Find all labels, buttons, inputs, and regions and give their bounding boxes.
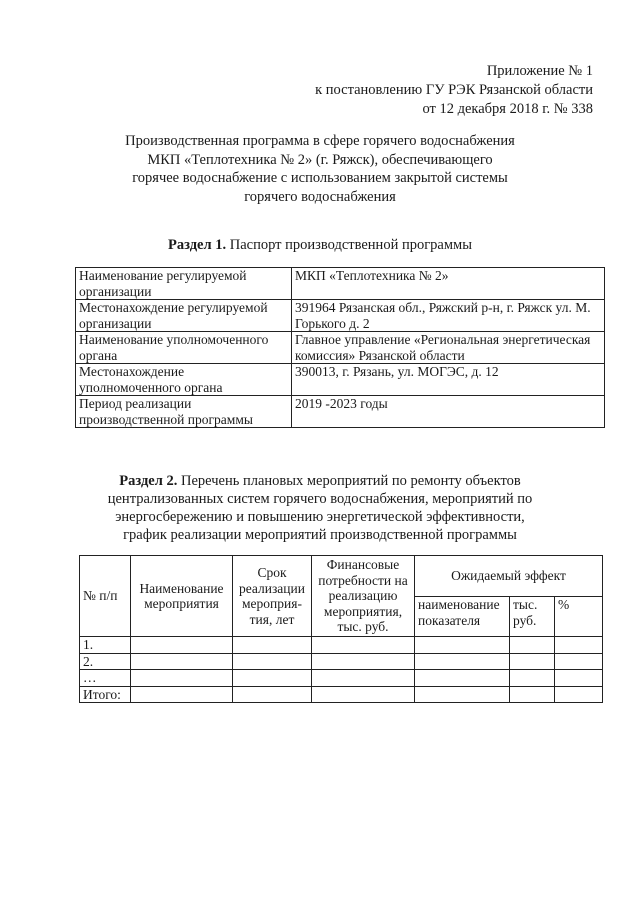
table-cell [233,670,312,687]
title-line-4: горячего водоснабжения [244,188,396,205]
table-row [76,332,605,364]
header-term: Срок реализации мероприя-тия, лет [233,556,312,637]
table-row [80,670,603,687]
table-row [76,396,605,428]
table-cell [233,686,312,703]
header-number: № п/п [80,556,131,637]
table-cell [131,637,233,654]
header-activity-name: Наименование мероприятия [131,556,233,637]
passport-label: Местонахождение уполномоченного органа [76,364,292,396]
table-cell [510,686,555,703]
passport-table [75,267,605,428]
table-cell [510,670,555,687]
table-cell [415,670,510,687]
table-cell [415,653,510,670]
document-header [315,62,593,119]
section-2-line-1: Перечень плановых мероприятий по ремонту объектов [177,473,521,489]
table-cell [510,637,555,654]
passport-label: Период реализации производственной программы [76,396,292,428]
table-cell [555,653,603,670]
header-indicator-name: наименование показателя [415,597,510,637]
section-1-label: Раздел 1. [168,237,227,253]
passport-value: 2019 -2023 годы [292,396,605,428]
appendix-number: Приложение № 1 [486,63,593,79]
passport-value: МКП «Теплотехника № 2» [292,268,605,300]
section-2-line-4: график реализации мероприятий производственной программы [123,527,517,543]
passport-label: Наименование регулируемой организации [76,268,292,300]
header-expected-effect: Ожидаемый эффект [415,556,603,597]
appendix-reference: к постановлению ГУ РЭК Рязанской области [315,82,593,98]
title-line-2: МКП «Теплотехника № 2» (г. Ряжск), обеспечивающего [147,151,493,168]
header-finance: Финансовые потребности на реализацию мероприятия, тыс. руб. [312,556,415,637]
table-cell [312,637,415,654]
passport-value: 390013, г. Рязань, ул. МОГЭС, д. 12 [292,364,605,396]
passport-value: Главное управление «Региональная энергетическая комиссия» Рязанской области [292,332,605,364]
table-cell [233,637,312,654]
table-row [76,268,605,300]
table-cell [312,670,415,687]
header-percent: % [555,597,603,637]
row-number: 1. [80,637,131,654]
title-line-3: горячее водоснабжение с использованием закрытой системы [132,170,508,186]
section-2-heading [60,472,580,544]
section-2-line-3: энергосбережению и повышению энергетической эффективности, [115,509,525,525]
table-cell [312,653,415,670]
table-cell [510,653,555,670]
section-2-line-2: централизованных систем горячего водоснабжения, мероприятий по [107,491,533,507]
table-cell [555,670,603,687]
section-1-title: Паспорт производственной программы [226,237,472,253]
table-cell [131,670,233,687]
table-row [76,300,605,332]
table-cell [131,686,233,703]
table-row [80,686,603,703]
table-cell [312,686,415,703]
activities-table [79,555,603,703]
row-total: Итого: [80,686,131,703]
row-number: 2. [80,653,131,670]
table-cell [233,653,312,670]
section-1-heading [60,237,580,254]
passport-label: Наименование уполномоченного органа [76,332,292,364]
table-row [76,364,605,396]
table-cell [415,637,510,654]
passport-value: 391964 Рязанская обл., Ряжский р-н, г. Ряжск ул. М. Горького д. 2 [292,300,605,332]
header-thousand-rub: тыс. руб. [510,597,555,637]
table-cell [555,686,603,703]
table-row [80,637,603,654]
title-line-1: Производственная программа в сфере горячего водоснабжения [125,133,515,149]
table-cell [131,653,233,670]
passport-label: Местонахождение регулируемой организации [76,300,292,332]
table-cell [555,637,603,654]
appendix-date: от 12 декабря 2018 г. № 338 [422,101,593,117]
row-number: … [80,670,131,687]
table-row [80,653,603,670]
table-cell [415,686,510,703]
section-2-label: Раздел 2. [119,473,178,489]
table-header-row [80,556,603,597]
document-title [60,132,580,206]
